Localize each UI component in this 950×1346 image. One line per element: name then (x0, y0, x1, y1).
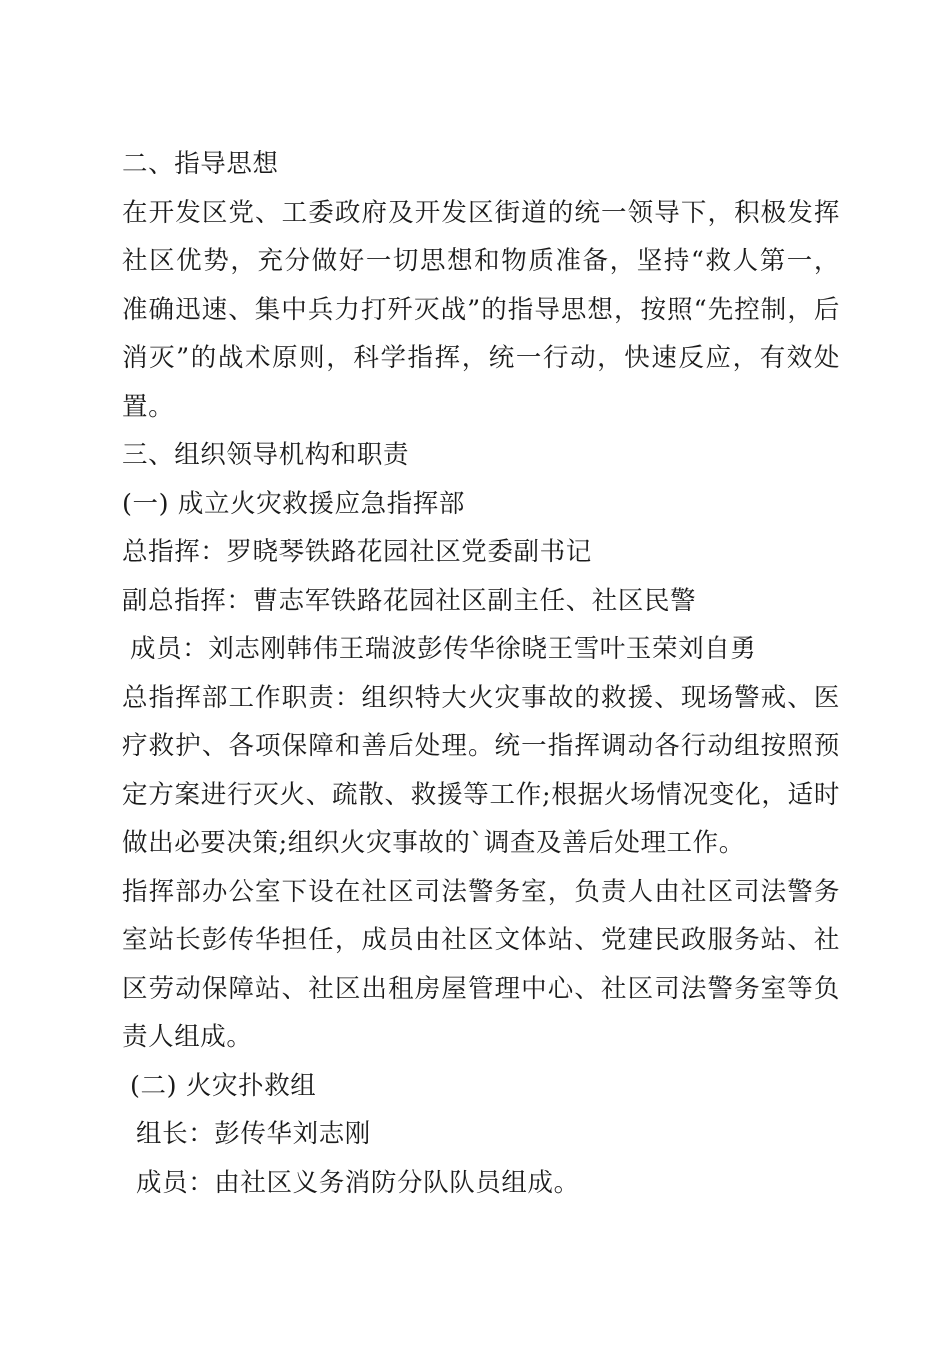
paragraph-group-members: 成员：由社区义务消防分队队员组成。 (136, 1167, 580, 1198)
paragraph-group-leader: 组长：彭传华刘志刚 (136, 1119, 371, 1149)
paragraph-office-location: 指挥部办公室下设在社区司法警务室，负责人由社区司法警务室站长彭传华担任，成员由社区文体站、党建民政服务站、社区劳动保障站、社区出租房屋管理中心、社区司法警务室等负责人组成。 (122, 876, 840, 1052)
paragraph-guiding-ideology-body: 在开发区党、工委政府及开发区街道的统一领导下，积极发挥社区优势，充分做好一切思想和物质准备，坚持“救人第一，准确迅速、集中兵力打歼灭战”的指导思想，按照“先控制，后消灭”的战术原则，科学指挥，统一行动，快速反应，有效处置。 (122, 197, 840, 422)
paragraph-hq-duties: 总指挥部工作职责：组织特大火灾事故的救援、现场警戒、医疗救护、各项保障和善后处理。统一指挥调动各行动组按照预定方案进行灭火、疏散、救援等工作;根据火场情况变化，适时做出必要决策;组织火灾事故的`调查及善后处理工作。 (122, 682, 840, 858)
paragraph-heading-three: 三、组织领导机构和职责 (122, 440, 410, 470)
paragraph-deputy-chief-commander: 副总指挥：曹志军铁路花园社区副主任、社区民警 (122, 585, 697, 616)
paragraph-members-hq: 成员：刘志刚韩伟王瑞波彭传华徐晓王雪叶玉荣刘自勇 (130, 634, 757, 664)
paragraph-item-one-title: (一) 成立火灾救援应急指挥部 (122, 488, 466, 519)
paragraph-item-two-title: (二) 火灾扑救组 (130, 1070, 317, 1101)
document-body (122, 140, 840, 1207)
paragraph-chief-commander: 总指挥：罗晓琴铁路花园社区党委副书记 (122, 537, 592, 567)
paragraph-heading-two: 二、指导思想 (122, 149, 279, 179)
